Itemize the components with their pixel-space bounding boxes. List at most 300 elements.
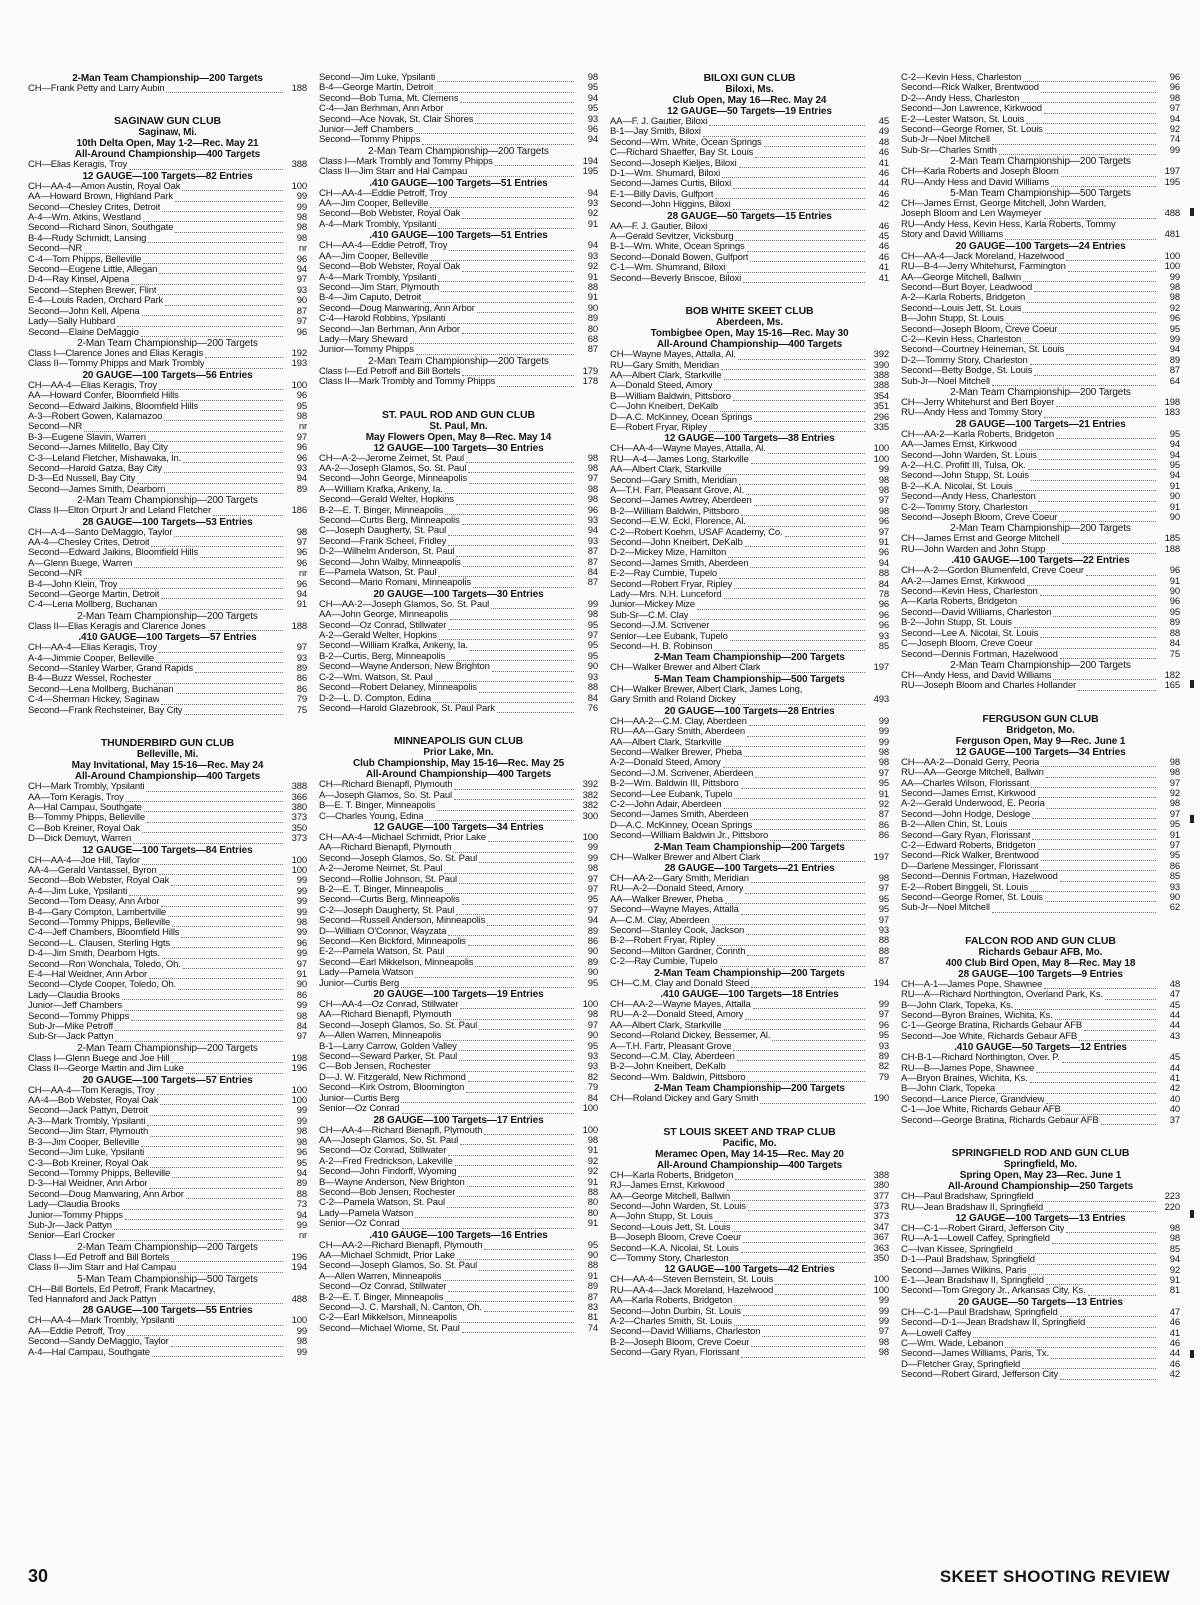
result-row (901, 893, 1180, 903)
shooter-entry: Second—Harold Gatza, Bay City (28, 463, 162, 474)
shooter-entry: CH—C.M. Clay and Donald Steed (610, 978, 750, 989)
shooter-entry: A-4—Mark Trombly, Ypsilanti (319, 272, 437, 283)
dot-leader (1032, 812, 1156, 819)
score: 220 (1164, 1201, 1180, 1213)
dot-leader (992, 906, 1156, 913)
dot-leader (743, 1309, 865, 1316)
dot-leader (1040, 864, 1156, 871)
shooter-entry: A-2—Gerald Underwood, E. Peoria (901, 799, 1045, 810)
result-row (901, 1001, 1180, 1011)
score: 95 (587, 640, 598, 652)
dot-leader (731, 1256, 865, 1263)
shooter-entry: Second—Roland Dickey, Bessemer, Al. (610, 1031, 771, 1042)
dot-leader (1066, 254, 1156, 261)
result-row (28, 590, 307, 600)
score: 98 (1169, 756, 1180, 768)
score: 88 (878, 945, 889, 957)
event-heading: 5-Man Team Championship—500 Targets (654, 673, 845, 685)
score: 91 (878, 788, 889, 800)
dot-leader (1079, 1034, 1156, 1041)
score: 94 (587, 240, 598, 252)
shooter-entry: D—Dick Demuyt, Warren (28, 834, 132, 845)
shooter-entry: C—Bob Kreiner, Royal Oak (28, 823, 141, 834)
result-row (319, 125, 598, 135)
shooter-entry: Second—Lance Pierce, Grandview (901, 1094, 1045, 1105)
event-heading: .410 GAUGE—100 Targets—51 Entries (369, 177, 548, 189)
shooter-entry: Second—Stanley Warber, Grand Rapids (28, 664, 193, 675)
score: 46 (1169, 1337, 1180, 1349)
dot-leader (743, 276, 865, 283)
score: 95 (587, 619, 598, 631)
dot-leader (749, 719, 865, 726)
shooter-entry: Second—Gary Ryan, Florissant (901, 830, 1031, 841)
dot-leader (1022, 1362, 1156, 1369)
result-row (610, 1031, 889, 1041)
shooter-entry: Second—Jon Lawrence, Kirkwood (901, 104, 1042, 115)
dot-leader (125, 1213, 283, 1220)
dot-leader (459, 1054, 574, 1061)
shooter-entry: D—A.C. McKinney, Ocean Springs (610, 412, 753, 423)
score: 98 (296, 232, 307, 244)
result-row (901, 1308, 1180, 1318)
score: 89 (587, 956, 598, 968)
score: 380 (291, 801, 307, 813)
shooter-entry: Second—Eugene Little, Allegan (28, 265, 158, 276)
score: 97 (1169, 777, 1180, 789)
shooter-entry: Second—David Williams, Charleston (901, 607, 1052, 618)
result-row (319, 1219, 598, 1229)
club-subheading: St. Paul, Mn. (429, 420, 488, 432)
shooter-entry: CH—AA-4—Michael Schmidt, Prior Lake (319, 832, 486, 843)
shooter-entry: B-1—Larry Carrow, Golden Valley (319, 1041, 457, 1052)
result-row (28, 580, 307, 590)
club-subheading: Meramec Open, May 14-15—Rec. May 20 (655, 1148, 844, 1160)
score: 90 (1169, 491, 1180, 503)
dot-leader (448, 1285, 574, 1292)
score: 92 (1169, 124, 1180, 136)
dot-leader (709, 119, 865, 126)
shooter-entry: CH—Walker Brewer, Albert Clark, James Long, (610, 684, 803, 695)
result-row (610, 1286, 889, 1296)
shooter-entry: CH—AA-2—Richard Bienapfl, Plymouth (319, 1240, 483, 1251)
result-row (610, 947, 889, 957)
score: 100 (1164, 250, 1180, 262)
score: 99 (296, 896, 307, 908)
dot-leader (171, 1340, 283, 1347)
score: 95 (878, 904, 889, 916)
result-row (319, 1083, 598, 1093)
shooter-entry: Second—Doug Manwaring, Ann Arbor (319, 303, 475, 314)
dot-leader (750, 561, 865, 568)
result-row (901, 94, 1180, 104)
dot-leader (1061, 170, 1156, 177)
shooter-entry: AA-4—Chesley Crites, Detroit (28, 538, 150, 548)
shooter-entry: AA—Charles Wilson, Florissant (901, 778, 1030, 789)
shooter-entry: A-3—Robert Gowen, Kalamazoo (28, 411, 163, 422)
dot-leader (733, 203, 865, 210)
result-row (901, 851, 1180, 861)
club-name: ST. PAUL ROD AND GUN CLUB (381, 408, 536, 421)
score: 100 (291, 864, 307, 876)
shooter-entry: CH—C-1—Robert Girard, Jefferson City (901, 1223, 1065, 1234)
score: 373 (873, 1200, 889, 1212)
result-row (28, 412, 307, 422)
score: 100 (291, 180, 307, 192)
club-subheading: 12 GAUGE—50 Targets—19 Entries (667, 106, 832, 117)
result-row (610, 621, 889, 631)
score: 91 (587, 1218, 598, 1230)
shooter-entry: AA—F. J. Gautier, Biloxi (610, 221, 708, 232)
event-heading: 20 GAUGE—100 Targets—28 Entries (664, 705, 835, 717)
shooter-entry: Second—Louis Jett, St. Louis (610, 1222, 731, 1233)
score: 193 (291, 358, 307, 370)
result-row (28, 980, 307, 990)
dot-leader (1021, 96, 1156, 103)
result-row (319, 1293, 598, 1303)
score: 47 (1169, 1306, 1180, 1318)
result-row (901, 903, 1180, 913)
dot-leader (84, 425, 283, 432)
result-row (610, 685, 889, 695)
score: 99 (878, 999, 889, 1011)
score: 195 (1164, 176, 1180, 188)
result-row (901, 482, 1180, 492)
score: 95 (878, 893, 889, 905)
shooter-entry: E-1—Billy Davis, Gulfport (610, 189, 714, 200)
shooter-entry: AA—Joseph Glamos, So. St. Paul (319, 1135, 459, 1146)
dot-leader (159, 646, 283, 653)
shooter-entry: Second—Joseph Glamos, So. St. Paul (319, 1261, 478, 1272)
dot-leader (1059, 327, 1156, 334)
score: 86 (878, 819, 889, 831)
shooter-entry: C-4—Lena Mollberg, Buchanan (28, 600, 158, 611)
score: 98 (587, 494, 598, 506)
shooter-entry: Second—John Higgins, Biloxi (610, 200, 731, 211)
dot-leader (1015, 1003, 1156, 1010)
result-row (28, 538, 307, 548)
shooter-entry: RU—Andy Hess and Tommy Story (901, 408, 1043, 419)
shooter-entry: CH—AA-4—Jack Moreland, Hazelwood (901, 251, 1065, 262)
shooter-entry: AA—Albert Clark, Starkville (610, 737, 722, 748)
result-row (28, 695, 307, 705)
result-row (28, 866, 307, 876)
score: 94 (296, 1167, 307, 1179)
result-row (28, 654, 307, 664)
shooter-entry: CH—AA-4—Oz Conrad, Stillwater (319, 1000, 459, 1011)
result-row (901, 1021, 1180, 1031)
shooter-entry: Sub-Sr—Charles Smith (901, 145, 997, 156)
shooter-entry: Second—Doug Manwaring, Ann Arbor (28, 1189, 184, 1200)
shooter-entry: A-2—Charles Smith, St. Louis (610, 1316, 732, 1327)
dot-leader (1045, 127, 1156, 134)
dot-leader (134, 561, 283, 568)
dot-leader (1038, 791, 1156, 798)
result-row (901, 1116, 1180, 1126)
result-row (319, 283, 598, 293)
shooter-entry: D-2—Andy Hess, Charleston (901, 93, 1020, 104)
score: 99 (296, 948, 307, 960)
shooter-entry: Second—Wayne Mayes, Attalla (610, 905, 739, 916)
score: 46 (1169, 1317, 1180, 1329)
result-row (610, 1062, 889, 1072)
score: 380 (873, 1180, 889, 1192)
result-row (901, 639, 1180, 649)
score: 41 (1169, 1073, 1180, 1085)
shooter-entry: B—John Clark, Topeka (901, 1084, 995, 1095)
shooter-entry: C-1—George Bratina, Richards Gebaur AFB (901, 1021, 1083, 1032)
shooter-entry: Second—George Romer, St. Louis (901, 893, 1043, 903)
dot-leader (156, 656, 283, 663)
result-row (901, 820, 1180, 830)
result-row (28, 244, 307, 254)
shooter-entry: B-2—E. T. Binger, Minneapolis (319, 884, 444, 895)
result-row (28, 182, 307, 192)
dot-leader (166, 86, 283, 93)
result-row (610, 148, 889, 158)
result-row (610, 569, 889, 579)
result-row (28, 1211, 307, 1221)
result-row (319, 958, 598, 968)
score: 44 (1169, 1010, 1180, 1022)
event-heading: 20 GAUGE—100 Targets—56 Entries (82, 369, 253, 381)
dot-leader (1005, 1341, 1156, 1348)
dot-leader (117, 320, 283, 327)
dot-leader (208, 624, 283, 631)
score: 46 (878, 220, 889, 232)
shooter-entry: B-3—Eugene Slavin, Warren (28, 432, 146, 443)
dot-leader (772, 1034, 865, 1041)
result-row (28, 474, 307, 484)
result-row (319, 673, 598, 683)
event-heading: 2-Man Team Championship—200 Targets (654, 652, 845, 664)
score: 99 (296, 906, 307, 918)
score: 46 (878, 168, 889, 180)
result-row (610, 486, 889, 496)
dot-leader (445, 508, 574, 515)
dot-leader (437, 804, 574, 811)
score: 91 (878, 537, 889, 548)
shooter-entry: CH—AA-2—Donald Gerry, Peoria (901, 757, 1040, 768)
shooter-entry: A—Allen Warren, Minneapolis (319, 1031, 442, 1042)
result-row (610, 1275, 889, 1285)
score: 388 (873, 380, 889, 392)
club-subheading: Aberdeen, Ms. (715, 317, 784, 329)
dot-leader (468, 466, 574, 473)
score: 94 (587, 915, 598, 927)
result-row (901, 408, 1180, 418)
result-row (28, 897, 307, 907)
dot-leader (159, 868, 283, 875)
dot-leader (468, 1075, 574, 1082)
result-row (610, 1348, 889, 1358)
score: 223 (1164, 1191, 1180, 1203)
dot-leader (462, 369, 574, 376)
dot-leader (762, 855, 865, 862)
event-heading: 28 GAUGE—100 Targets—21 Entries (955, 418, 1126, 430)
shooter-entry: Senior—Oz Conrad (319, 1219, 400, 1230)
score: 79 (878, 1071, 889, 1083)
score: 98 (878, 1347, 889, 1359)
dot-leader (438, 275, 574, 282)
shooter-entry: AA—Richard Bienapfl, Plymouth (319, 1010, 452, 1021)
scan-edge-mark (1190, 1350, 1194, 1358)
club-subheading: May Flowers Open, May 8—Rec. May 14 (365, 431, 552, 443)
result-row (319, 1272, 598, 1282)
score: 94 (1169, 439, 1180, 451)
shooter-entry: Second—George Bratina, Richards Gebaur AFB (901, 1115, 1099, 1126)
shooter-entry: C-1—Joe White, Richards Gebaur AFB (901, 1105, 1061, 1116)
dot-leader (703, 130, 865, 137)
score: 98 (1169, 92, 1180, 104)
result-row (901, 451, 1180, 461)
shooter-entry: RU—Gary Smith, Meridian (610, 360, 719, 371)
result-row (901, 230, 1180, 240)
score: 96 (296, 547, 307, 559)
result-row (901, 980, 1180, 990)
score: 97 (1169, 839, 1180, 851)
result-row (610, 1317, 889, 1327)
result-row (28, 664, 307, 674)
shooter-entry: Second—Andy Hess, Charleston (901, 492, 1036, 503)
score: 96 (878, 516, 889, 528)
shooter-entry: Second—James Curtis, Biloxi (610, 179, 732, 190)
result-row (610, 936, 889, 946)
dot-leader (717, 939, 865, 946)
result-row (28, 84, 307, 94)
shooter-entry: C-3—Bob Kreiner, Royal Oak (28, 1158, 149, 1169)
dot-leader (992, 138, 1156, 145)
result-row (610, 663, 889, 673)
shooter-entry: C-2—Pamela Watson, St. Paul (319, 1198, 446, 1209)
dot-leader (746, 488, 865, 495)
dot-leader (727, 266, 865, 273)
dot-leader (170, 446, 283, 453)
shooter-entry: Second—Ron Wonchala, Toledo, Oh. (28, 959, 181, 970)
shooter-entry: Second—Bob Webster, Royal Oak (319, 262, 461, 273)
shooter-entry: CH—A-2—Jerome Zeimet, St. Paul (319, 453, 464, 464)
score: 99 (587, 842, 598, 854)
shooter-entry: A-4—Mark Trombly, Ypsilanti (319, 219, 437, 230)
club-subheading: 10th Delta Open, May 1-2—Rec. May 21 (76, 138, 259, 150)
dot-leader (1045, 895, 1156, 902)
score: 88 (878, 935, 889, 947)
result-row (319, 780, 598, 790)
score: 196 (291, 1251, 307, 1263)
dot-leader (750, 813, 865, 820)
score: 96 (878, 620, 889, 632)
score: 41 (878, 157, 889, 169)
score: 98 (587, 462, 598, 474)
dot-leader (205, 351, 283, 358)
score: 90 (587, 1030, 598, 1042)
score: 87 (296, 305, 307, 317)
result-row (319, 377, 598, 387)
score: 197 (873, 851, 889, 863)
score: 93 (878, 925, 889, 936)
score: 100 (291, 379, 307, 391)
shooter-entry: Second—George Romer, St. Louis (901, 125, 1043, 136)
result-row (28, 622, 307, 632)
result-row (901, 503, 1180, 513)
result-row (610, 496, 889, 506)
result-row (610, 874, 889, 884)
dot-leader (734, 582, 865, 589)
club-subheading: Spring Open, May 23—Rec. June 1 (959, 1170, 1122, 1182)
shooter-entry: CH-B-1—Richard Northington, Over. P. (901, 1053, 1060, 1064)
shooter-entry: Second—James Smith, Aberdeen (610, 810, 749, 821)
score: 388 (291, 781, 307, 793)
result-row (901, 115, 1180, 125)
shooter-entry: RU—B-4—Jerry Whitehurst, Farmington (901, 262, 1066, 273)
score: 91 (296, 599, 307, 611)
shooter-entry: CH—AA-4—Steven Bernstein, St. Louis (610, 1275, 774, 1286)
dot-leader (1023, 337, 1156, 344)
shooter-entry: A-4—Jim Luke, Ypsilanti (28, 886, 128, 897)
shooter-entry: Second—James Wilkins, Paris (901, 1265, 1027, 1276)
dot-leader (1032, 833, 1156, 840)
result-row (319, 1313, 598, 1323)
score: 95 (1169, 428, 1180, 440)
shooter-entry: D-4—Ray Kinsel, Alpena (28, 275, 130, 286)
shooter-entry: Class I—Glenn Buege and Joe Hill (28, 1053, 170, 1064)
shooter-entry: B-2—K.A. Nicolai, St. Louis (901, 481, 1013, 492)
score: 89 (878, 1051, 889, 1063)
score: 92 (587, 1166, 598, 1178)
result-row (319, 947, 598, 957)
shooter-entry: Second—Oz Conrad, Stillwater (319, 1282, 447, 1293)
dot-leader (401, 981, 574, 988)
score: 96 (296, 390, 307, 402)
score: 99 (296, 927, 307, 939)
shooter-entry: CH—AA-4—Eddie Petroff, Troy (319, 241, 448, 252)
result-row (28, 803, 307, 813)
result-row (319, 252, 598, 262)
shooter-entry: D—Fletcher Gray, Springfield (901, 1359, 1021, 1370)
shooter-entry: AA—Richard Bienapfl, Plymouth (319, 843, 452, 854)
result-row (610, 413, 889, 423)
score: 94 (1169, 113, 1180, 125)
result-row (901, 768, 1180, 778)
dot-leader (462, 898, 574, 905)
shooter-entry: CH—AA-4—Joe Hill, Taylor (28, 855, 140, 866)
dot-leader (148, 435, 283, 442)
dot-leader (722, 171, 865, 178)
shooter-entry: AA-4—Bob Webster, Royal Oak (28, 1096, 159, 1107)
dot-leader (1078, 684, 1156, 691)
club-subheading: Ferguson Open, May 9—Rec. June 1 (955, 735, 1126, 747)
shooter-entry: D—A.C. McKinney, Ocean Springs (610, 820, 753, 831)
result-row (319, 516, 598, 526)
shooter-entry: C—Joseph Daugherty, St. Paul (319, 526, 447, 537)
shooter-entry: A—Glenn Buege, Warren (28, 558, 133, 569)
dot-leader (430, 201, 574, 208)
shooter-entry: B-3—Jim Cooper, Belleville (28, 1137, 140, 1148)
shooter-entry: RU—Andy Hess, Kevin Hess, Karla Roberts, Tommy (901, 219, 1116, 230)
result-row (28, 706, 307, 716)
shooter-entry: Second—Wm. White, Ocean Springs (610, 137, 762, 148)
score: 93 (587, 535, 598, 547)
dot-leader (479, 1023, 574, 1030)
dot-leader (462, 212, 574, 219)
result-row (610, 916, 889, 926)
shooter-entry: CH—Jerry Whitehurst and Bert Boyer (901, 397, 1055, 408)
dot-leader (715, 192, 865, 199)
score: 96 (296, 452, 307, 464)
shooter-entry: Second—Elaine DeMaggio (28, 327, 139, 338)
result-row (319, 683, 598, 693)
shooter-entry: B-2—E. T. Binger, Minneapolis (319, 1292, 444, 1303)
dot-leader (456, 908, 574, 915)
